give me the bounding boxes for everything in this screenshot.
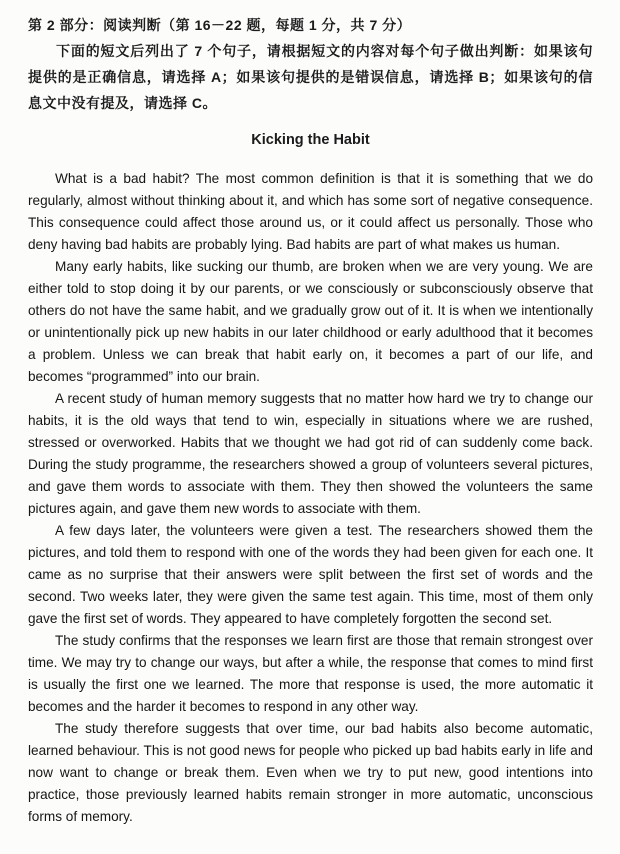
instructions-paragraph: 下面的短文后列出了 7 个句子，请根据短文的内容对每个句子做出判断：如果该句提供的是正确信息，请选择 A；如果该句提供的是错误信息，请选择 B；如果该句的信息文中没有提及，请选择 C。 — [28, 43, 593, 111]
article-paragraph-5: The study confirms that the responses we learn first are those that remain strongest over time. We may try to change our ways, but after a while, the response that comes to mind first is usually the first one we learned. The more that response is used, the more automatic it becomes and the harder it becomes to respond in any other way. — [28, 633, 593, 714]
article-paragraph-4: A few days later, the volunteers were given a test. The researchers showed them the pictures, and told them to respond with one of the words they had been given for each one. It came as no surprise that their answers were split between the first set of words and the second. Two weeks later, they were given the same test again. This time, most of them only gave the first set of words. They appeared to have completely forgotten the second set. — [28, 523, 593, 626]
article-title: Kicking the Habit — [251, 132, 370, 148]
article-body — [28, 168, 593, 828]
article-paragraph-3: A recent study of human memory suggests that no matter how hard we try to change our habits, it is the old ways that tend to win, especially in situations where we are rushed, stressed or overworked. Habits that we thought we had got rid of can suddenly come back. During the study programme, the researchers showed a group of volunteers several pictures, and gave them words to associate with them. They then showed the volunteers the same pictures again, and gave them new words to associate with them. — [28, 391, 593, 516]
article-paragraph-2: Many early habits, like sucking our thumb, are broken when we are very young. We are either told to stop doing it by our parents, or we consciously or subconsciously observe that others do not have the same habit, and we gradually grow out of it. It is when we intentionally or unintentionally pick up new habits in our later childhood or early adulthood that it becomes a problem. Unless we can break that habit early on, it becomes a part of our life, and becomes “programmed” into our brain. — [28, 259, 593, 384]
article-paragraph-1: What is a bad habit? The most common definition is that it is something that we do regularly, almost without thinking about it, and which has some sort of negative consequence. This consequence could affect those around us, or it could affect us personally. Those who deny having bad habits are probably lying. Bad habits are part of what makes us human. — [28, 171, 593, 252]
section-heading: 第 2 部分：阅读判断（第 16－22 题，每题 1 分，共 7 分） — [28, 17, 412, 33]
article-paragraph-6: The study therefore suggests that over time, our bad habits also become automatic, learned behaviour. This is not good news for people who picked up bad habits early in life and now want to change or break them. Even when we try to put new, good intentions into practice, those previously learned habits remain stronger in more automatic, unconscious forms of memory. — [28, 721, 593, 824]
